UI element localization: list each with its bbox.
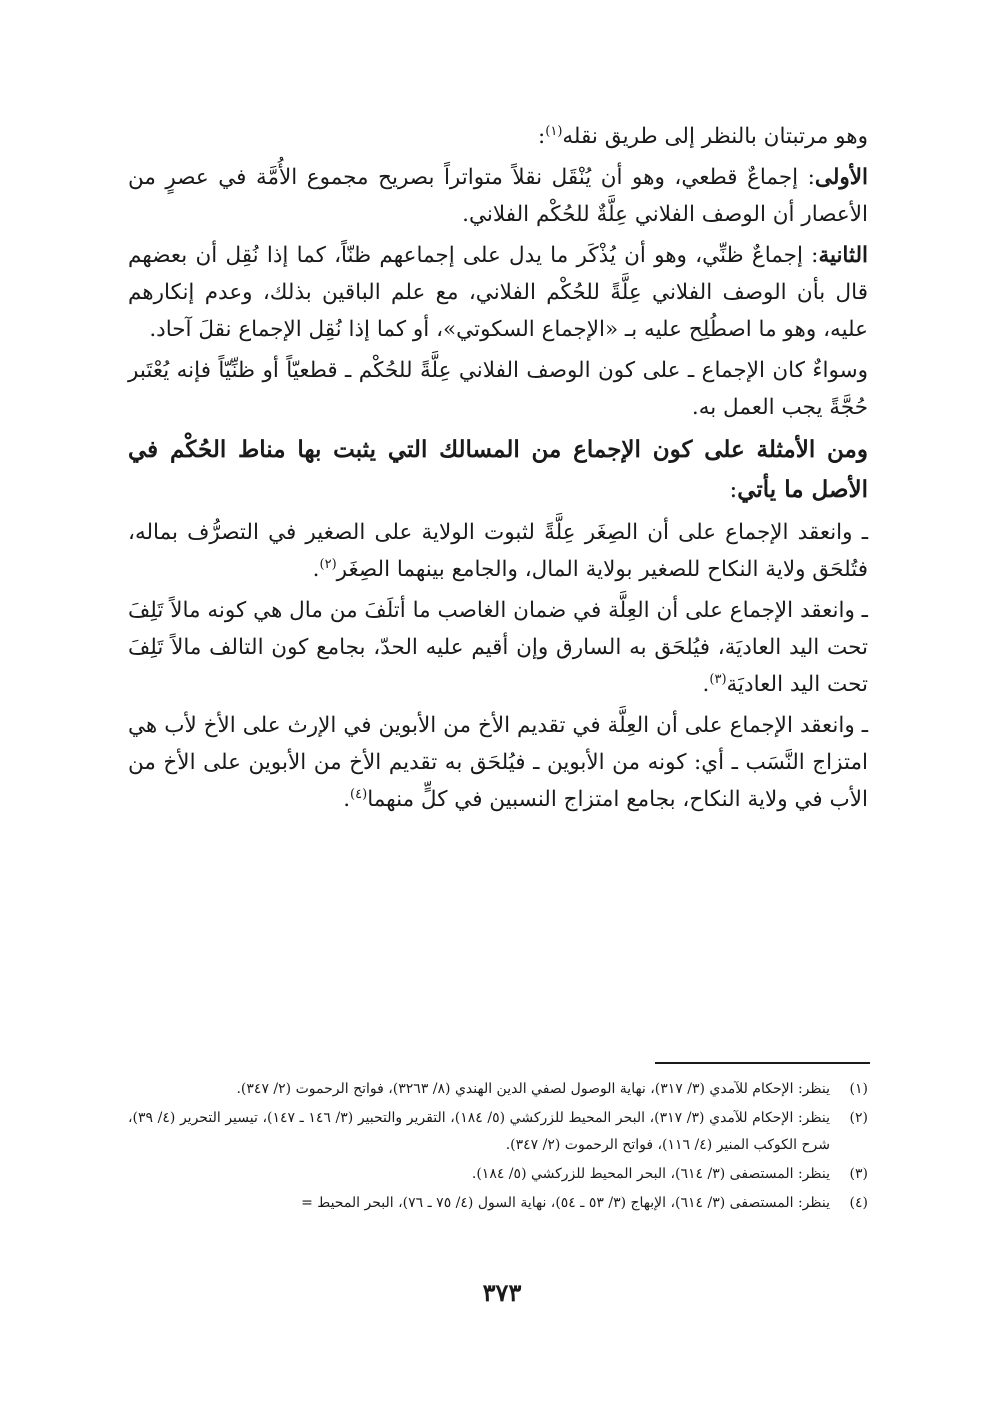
footnote-text: ينظر: المستصفى (٣/ ٦١٤)، البحر المحيط للزركشي (٥/ ١٨٤). <box>471 1166 830 1182</box>
footnote-text: ينظر: الإحكام للآمدي (٣/ ٣١٧)، البحر المحيط للزركشي (٥/ ١٨٤)، التقرير والتحبير (٣/ ١٤٦ ـ ١٤٧)، تيسير التحرير (٤/ ٣٩)، شرح الكوكب المنير (٤/ ١١٦)، فواتح الرحموت (٢/ ٣٤٧). <box>128 1110 830 1153</box>
footnote-ref-3[interactable]: (٣) <box>709 671 727 687</box>
either-paragraph: وسواءٌ كان الإجماع ـ على كون الوصف الفلاني عِلَّةً للحُكْم ـ قطعيّاً أو ظنِّيّاً فإنه يُعْتَبر حُجَّةً يجب العمل به. <box>128 358 868 420</box>
footnotes <box>128 1076 868 1219</box>
example-2: ـ وانعقد الإجماع على أن العِلَّة في ضمان الغاصب ما أتلَفَ من مال هي كونه مالاً تَلِفَ تحت اليد العاديَة، فيُلحَق به السارق وإن أقيم عليه الحدّ، بجامع كون التالف مالاً تَلِفَ تحت اليد العاديَة$^{(٣)}$. <box>128 598 868 697</box>
intro-paragraph: وهو مرتبتان بالنظر إلى طريق نقله$^{(١)}$: <box>538 123 868 149</box>
footnote-ref-1[interactable]: (١) <box>545 123 563 139</box>
first-rank-label: الأولى <box>814 165 868 190</box>
second-rank-label: الثانية <box>818 243 868 268</box>
footnote-number: (٣) <box>849 1166 868 1182</box>
page-number: ٣٧٣ <box>482 1278 522 1307</box>
footnote-text: ينظر: الإحكام للآمدي (٣/ ٣١٧)، نهاية الوصول لصفي الدين الهندي (٨/ ٣٢٦٣)، فواتح الرحموت (٢/ ٣٤٧). <box>236 1081 830 1097</box>
footnote-ref-2[interactable]: (٢) <box>319 556 337 572</box>
footnote-3 <box>128 1161 868 1188</box>
main-text <box>128 118 868 822</box>
footnote-separator <box>655 1062 870 1064</box>
examples-heading: ومن الأمثلة على كون الإجماع من المسالك التي يثبت بها مناط الحُكْم في الأصل ما يأتي: <box>128 436 868 503</box>
footnote-ref-4[interactable]: (٤) <box>350 786 368 802</box>
footnote-number: (١) <box>849 1081 868 1097</box>
footnote-4 <box>128 1190 868 1217</box>
second-rank-paragraph: الثانية: إجماعٌ ظنِّي، وهو أن يُذْكَر ما يدل على إجماعهم ظنّاً، كما إذا نُقِل أن بعضهم قال بأن الوصف الفلاني عِلَّةً للحُكْم الفلاني، مع علم الباقين بذلك، وعدم إنكارهم عليه، وهو ما اصطُلِح عليه بـ «الإجماع السكوتي»، أو كما إذا نُقِل الإجماع نقلَ آحاد. <box>128 243 868 342</box>
example-1: ـ وانعقد الإجماع على أن الصِغَر عِلَّةً لثبوت الولاية على الصغير في التصرُّف بماله، فتُلحَق ولاية النكاح للصغير بولاية المال، والجامع بينهما الصِغَر$^{(٢)}$. <box>128 520 868 582</box>
footnote-text: ينظر: المستصفى (٣/ ٦١٤)، الإبهاج (٣/ ٥٣ ـ ٥٤)، نهاية السول (٤/ ٧٥ ـ ٧٦)، البحر المحيط = <box>301 1195 830 1211</box>
first-rank-paragraph: الأولى: إجماعٌ قطعي، وهو أن يُنْقَل نقلاً متواتراً بصريح مجموع الأُمَّة في عصرٍ من الأعصار أن الوصف الفلاني عِلَّةٌ للحُكْم الفلاني. <box>128 165 868 227</box>
footnote-number: (٢) <box>849 1110 868 1126</box>
footnote-2 <box>128 1105 868 1159</box>
footnote-1 <box>128 1076 868 1103</box>
example-3: ـ وانعقد الإجماع على أن العِلَّة في تقديم الأخ من الأبوين في الإرث على الأخ لأب هي امتزاج النَّسَب ـ أي: كونه من الأبوين ـ فيُلحَق به تقديم الأخ من الأبوين على الأخ من الأب في ولاية النكاح، بجامع امتزاج النسبين في كلٍّ منهما$^{(٤)}$. <box>128 713 868 812</box>
footnote-number: (٤) <box>849 1195 868 1211</box>
